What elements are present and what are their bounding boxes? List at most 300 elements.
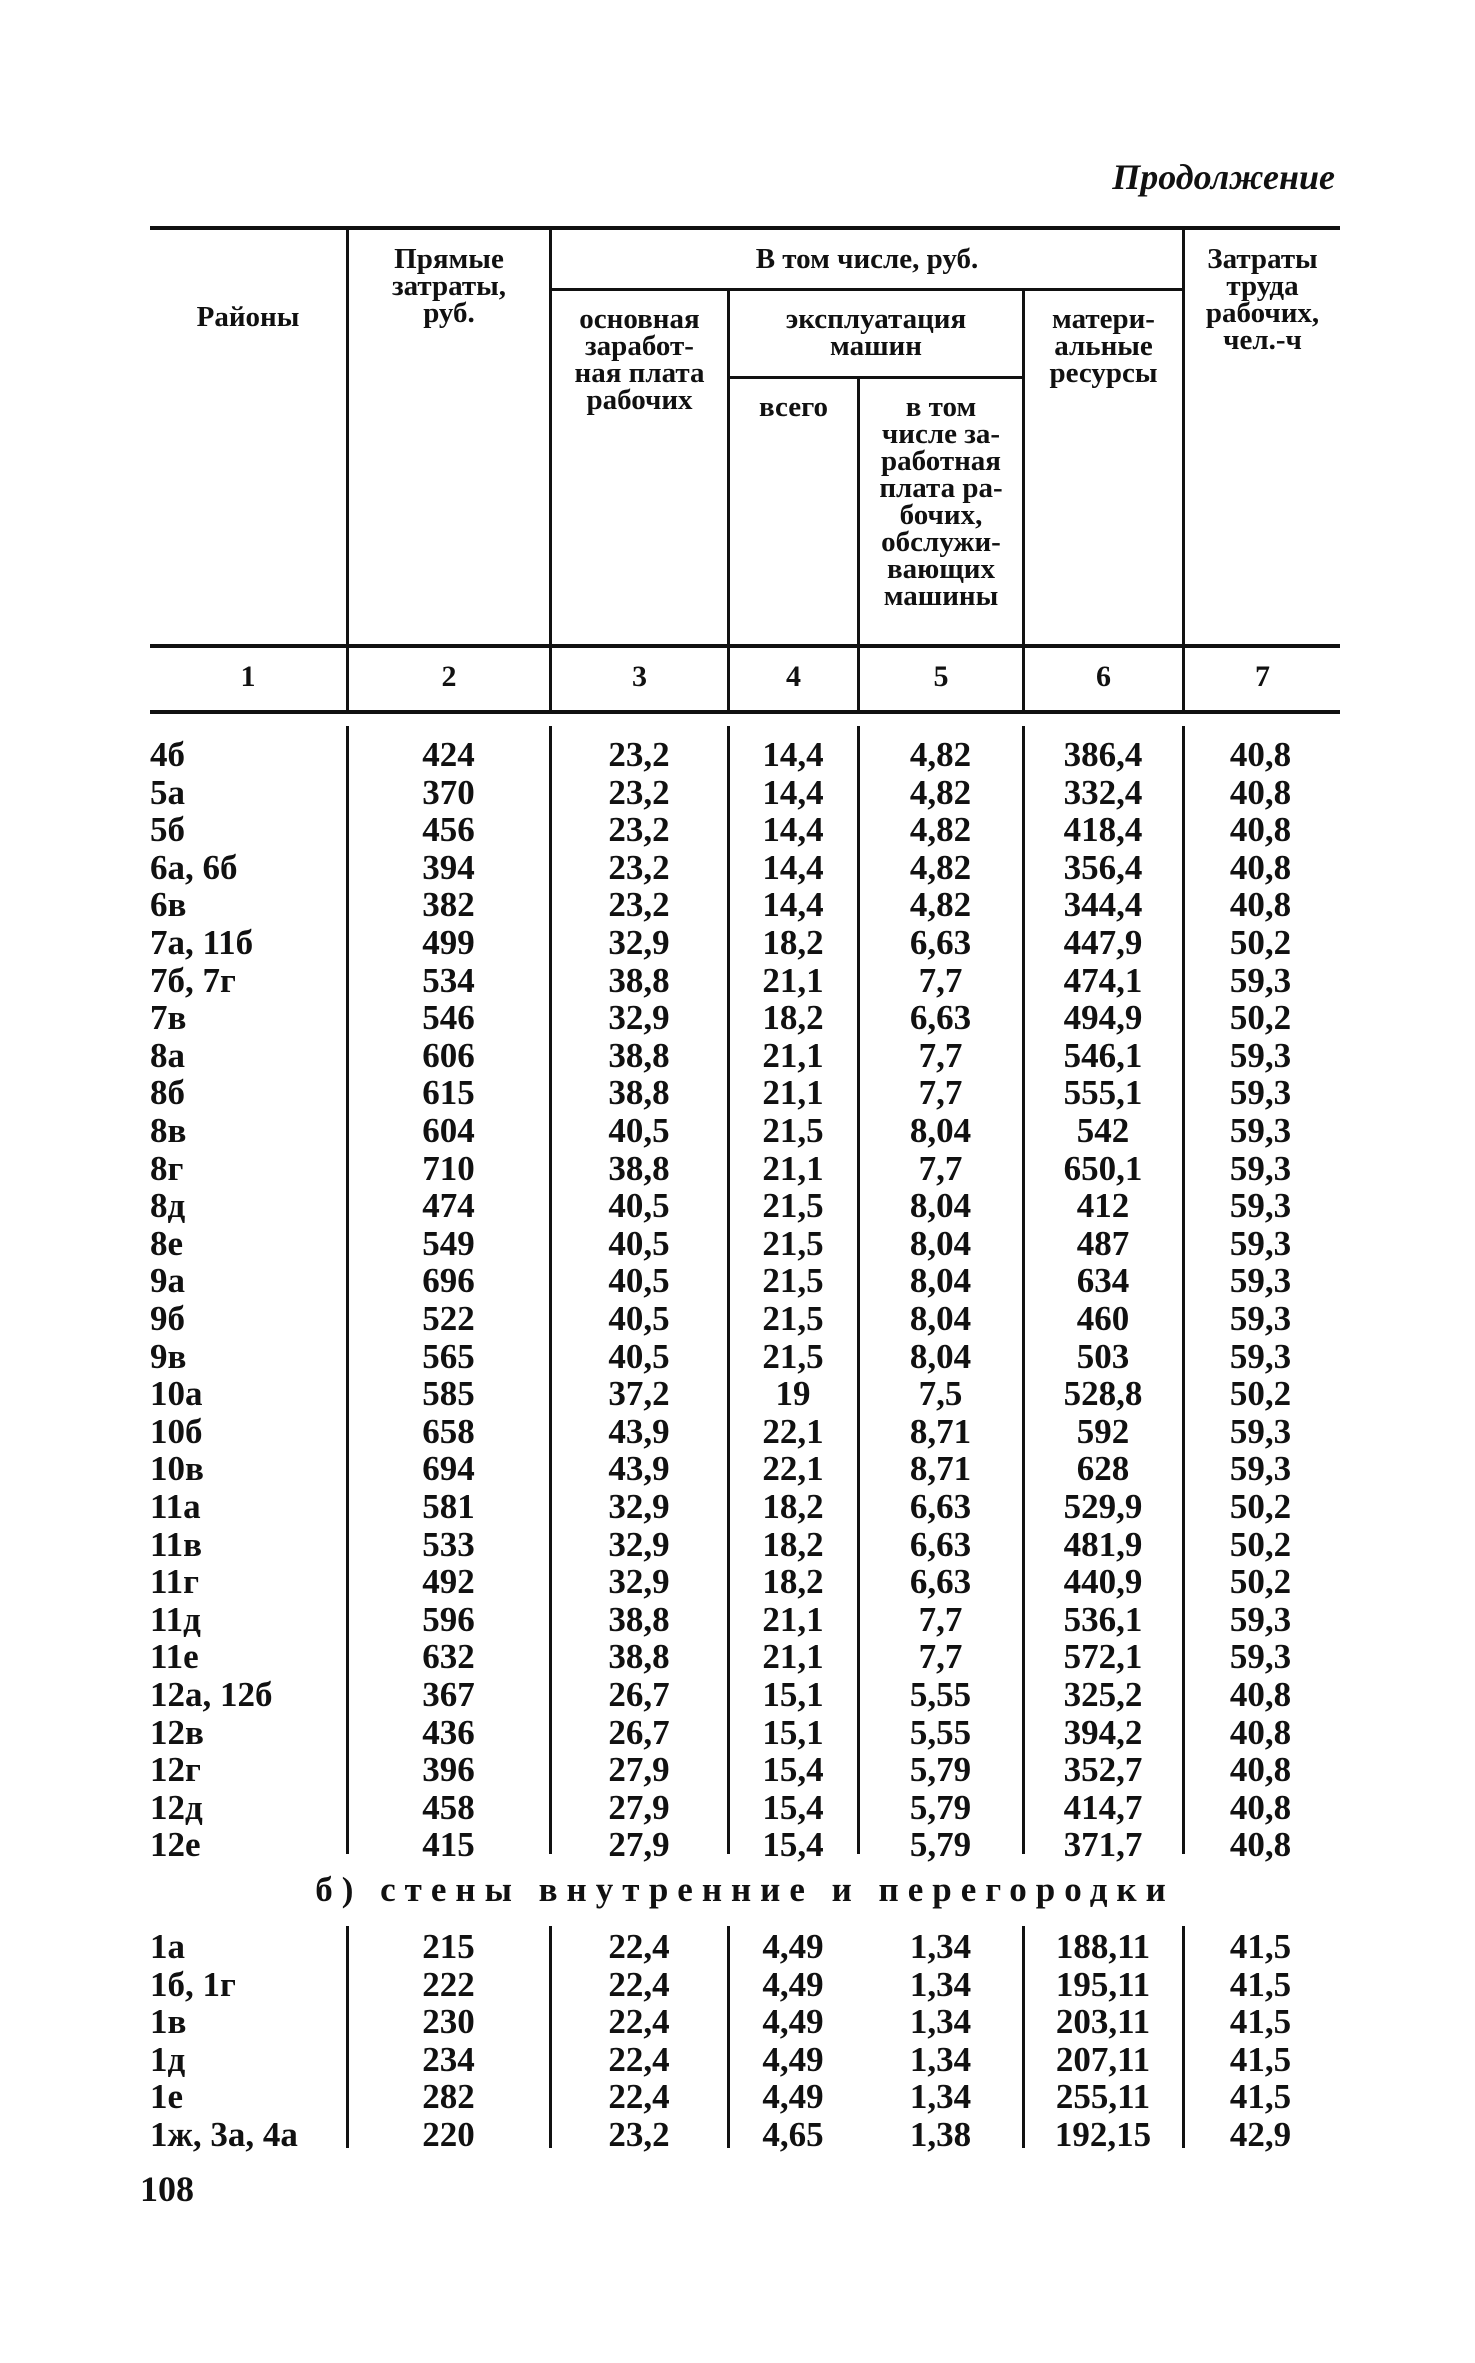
column-number-6: 6 bbox=[1096, 660, 1111, 693]
table-cell-col6: 192,15 bbox=[1054, 2115, 1152, 2154]
table-cell-col7: 59,3 bbox=[1229, 1111, 1292, 1150]
table-cell-col6: 634 bbox=[1076, 1261, 1130, 1301]
table-cell-col5: 6,63 bbox=[909, 923, 972, 962]
table-cell-col6: 650,1 bbox=[1063, 1148, 1143, 1188]
table-cell-col7: 59,3 bbox=[1229, 1261, 1292, 1301]
table-row bbox=[0, 1225, 1475, 1263]
table-a-body bbox=[0, 726, 1475, 1866]
table-cell-col1: 12е bbox=[150, 1825, 201, 1865]
table-cell-col7: 40,8 bbox=[1229, 1712, 1292, 1752]
table-row bbox=[0, 2041, 1475, 2079]
table-cell-col6: 628 bbox=[1076, 1449, 1130, 1489]
table-row bbox=[0, 1789, 1475, 1827]
table-cell-col3: 38,8 bbox=[608, 960, 670, 1000]
table-cell-col5: 8,04 bbox=[909, 1186, 972, 1226]
table-cell-col6: 528,8 bbox=[1063, 1374, 1143, 1414]
table-cell-col5: 1,38 bbox=[909, 2115, 972, 2154]
table-cell-col2: 394 bbox=[422, 847, 475, 887]
column-number-7: 7 bbox=[1255, 660, 1270, 693]
table-cell-col1: 12д bbox=[150, 1787, 203, 1827]
table-cell-col6: 394,2 bbox=[1063, 1712, 1143, 1752]
table-cell-col2: 492 bbox=[422, 1562, 475, 1602]
table-cell-col3: 43,9 bbox=[608, 1449, 670, 1489]
table-row bbox=[0, 1112, 1475, 1150]
table-cell-col5: 4,82 bbox=[909, 735, 972, 774]
table-cell-col6: 546,1 bbox=[1063, 1035, 1143, 1075]
table-cell-col1: 8б bbox=[150, 1073, 185, 1113]
table-cell-col4: 22,1 bbox=[762, 1449, 824, 1489]
table-row bbox=[0, 849, 1475, 887]
table-cell-col1: 8д bbox=[150, 1186, 186, 1226]
subsection-title: б) стены внутренние и перегородки bbox=[315, 1870, 1175, 1909]
table-cell-col2: 710 bbox=[422, 1148, 475, 1188]
table-cell-col4: 15,4 bbox=[762, 1825, 824, 1865]
table-cell-col4: 21,5 bbox=[762, 1299, 824, 1338]
table-row bbox=[0, 774, 1475, 812]
table-cell-col5: 5,79 bbox=[909, 1825, 972, 1865]
table-cell-col3: 40,5 bbox=[608, 1186, 670, 1226]
table-row bbox=[0, 2003, 1475, 2041]
table-cell-col7: 59,3 bbox=[1229, 1637, 1292, 1677]
table-cell-col7: 41,5 bbox=[1229, 1927, 1292, 1966]
table-cell-col5: 8,04 bbox=[909, 1261, 972, 1301]
table-row bbox=[0, 1676, 1475, 1714]
column-number-2: 2 bbox=[441, 660, 457, 693]
table-cell-col1: 6а, 6б bbox=[150, 847, 238, 887]
table-cell-col7: 40,8 bbox=[1229, 1750, 1292, 1790]
table-cell-col5: 8,04 bbox=[909, 1336, 972, 1376]
table-cell-col2: 222 bbox=[422, 1964, 475, 2004]
table-b-body bbox=[0, 1920, 1475, 2160]
table-row bbox=[0, 1413, 1475, 1451]
table-cell-col4: 21,1 bbox=[762, 1073, 824, 1113]
table-cell-col7: 59,3 bbox=[1229, 1336, 1292, 1376]
table-cell-col2: 282 bbox=[422, 2077, 475, 2117]
table-cell-col3: 38,8 bbox=[608, 1637, 670, 1677]
table-cell-col5: 6,63 bbox=[909, 1487, 972, 1526]
table-cell-col2: 456 bbox=[422, 810, 475, 850]
header-col1: Районы bbox=[196, 301, 300, 333]
header-subgroup: эксплуатация машин bbox=[785, 303, 967, 362]
table-cell-col6: 255,11 bbox=[1055, 2077, 1151, 2117]
header-col6: матери- альные ресурсы bbox=[1049, 303, 1158, 389]
table-cell-col4: 4,49 bbox=[762, 2077, 824, 2117]
table-cell-col5: 6,63 bbox=[909, 1524, 972, 1564]
table-cell-col4: 18,2 bbox=[762, 998, 824, 1038]
table-cell-col5: 8,71 bbox=[909, 1411, 972, 1451]
table-cell-col1: 6в bbox=[150, 885, 187, 925]
table-cell-col5: 5,79 bbox=[909, 1787, 972, 1827]
table-cell-col4: 4,65 bbox=[762, 2115, 824, 2154]
table-cell-col4: 4,49 bbox=[762, 2039, 824, 2079]
table-row bbox=[0, 1300, 1475, 1338]
table-cell-col3: 23,2 bbox=[608, 2115, 670, 2154]
table-cell-col4: 14,4 bbox=[762, 847, 824, 887]
table-cell-col7: 59,3 bbox=[1229, 1073, 1292, 1113]
table-row bbox=[0, 1338, 1475, 1376]
table-row bbox=[0, 811, 1475, 849]
table-cell-col6: 418,4 bbox=[1063, 810, 1143, 850]
table-cell-col7: 40,8 bbox=[1229, 810, 1292, 850]
table-cell-col1: 9а bbox=[150, 1261, 185, 1301]
table-cell-col7: 41,5 bbox=[1229, 1964, 1292, 2004]
table-cell-col6: 386,4 bbox=[1063, 735, 1143, 774]
table-row bbox=[0, 2116, 1475, 2154]
table-cell-col3: 23,2 bbox=[608, 772, 670, 812]
table-cell-col3: 22,4 bbox=[608, 1927, 670, 1966]
header-group: В том числе, руб. bbox=[755, 243, 979, 275]
table-cell-col5: 1,34 bbox=[909, 2077, 972, 2117]
table-cell-col7: 50,2 bbox=[1229, 1524, 1292, 1564]
table-row bbox=[0, 1928, 1475, 1966]
header-col7: Затраты труда рабочих, чел.-ч bbox=[1205, 243, 1320, 356]
table-cell-col3: 32,9 bbox=[608, 1524, 670, 1564]
table-cell-col5: 1,34 bbox=[909, 2002, 972, 2042]
page-number: 108 bbox=[140, 2169, 194, 2209]
table-row bbox=[0, 1262, 1475, 1300]
table-cell-col2: 499 bbox=[422, 923, 475, 962]
table-cell-col2: 534 bbox=[422, 960, 475, 1000]
table-cell-col7: 41,5 bbox=[1229, 2002, 1292, 2042]
column-number-5: 5 bbox=[933, 660, 949, 693]
header-vline-2 bbox=[549, 226, 552, 714]
table-cell-col5: 1,34 bbox=[909, 2039, 972, 2079]
table-cell-col3: 27,9 bbox=[608, 1750, 670, 1790]
table-cell-col1: 8а bbox=[150, 1035, 185, 1075]
table-cell-col1: 1в bbox=[150, 2002, 187, 2042]
table-cell-col3: 26,7 bbox=[608, 1712, 670, 1752]
column-number-3: 3 bbox=[632, 660, 647, 693]
table-cell-col5: 8,04 bbox=[909, 1111, 972, 1150]
table-cell-col7: 42,9 bbox=[1229, 2115, 1292, 2154]
table-cell-col1: 4б bbox=[150, 735, 185, 774]
table-cell-col5: 5,79 bbox=[909, 1750, 972, 1790]
table-cell-col2: 658 bbox=[422, 1411, 475, 1451]
table-cell-col7: 59,3 bbox=[1229, 1411, 1292, 1451]
table-cell-col7: 59,3 bbox=[1229, 1035, 1292, 1075]
table-row bbox=[0, 1375, 1475, 1413]
table-cell-col5: 4,82 bbox=[909, 847, 972, 887]
table-cell-col5: 7,7 bbox=[918, 1148, 963, 1188]
table-cell-col3: 32,9 bbox=[608, 1562, 670, 1602]
table-cell-col4: 14,4 bbox=[762, 772, 824, 812]
table-cell-col1: 1б, 1г bbox=[150, 1964, 236, 2004]
table-cell-col1: 7б, 7г bbox=[150, 960, 236, 1000]
table-cell-col3: 32,9 bbox=[608, 998, 670, 1038]
header-col2: Прямые затраты, руб. bbox=[391, 243, 507, 329]
table-cell-col7: 40,8 bbox=[1229, 1825, 1292, 1865]
table-cell-col3: 23,2 bbox=[608, 885, 670, 925]
table-cell-col4: 22,1 bbox=[762, 1411, 824, 1451]
table-cell-col3: 32,9 bbox=[608, 923, 670, 962]
table-cell-col2: 615 bbox=[422, 1073, 475, 1113]
table-row bbox=[0, 1187, 1475, 1225]
table-row bbox=[0, 1966, 1475, 2004]
table-cell-col4: 21,5 bbox=[762, 1223, 824, 1263]
table-cell-col3: 23,2 bbox=[608, 847, 670, 887]
table-cell-col3: 38,8 bbox=[608, 1073, 670, 1113]
table-cell-col7: 59,3 bbox=[1229, 960, 1292, 1000]
table-cell-col7: 59,3 bbox=[1229, 1223, 1292, 1263]
table-cell-col1: 11е bbox=[150, 1637, 199, 1677]
table-cell-col6: 414,7 bbox=[1063, 1787, 1143, 1827]
table-cell-col7: 50,2 bbox=[1229, 923, 1292, 962]
table-cell-col7: 50,2 bbox=[1229, 1562, 1292, 1602]
table-cell-col1: 9в bbox=[150, 1336, 187, 1376]
table-cell-col3: 40,5 bbox=[608, 1261, 670, 1301]
table-cell-col1: 11г bbox=[150, 1562, 199, 1602]
table-cell-col5: 7,7 bbox=[918, 960, 963, 1000]
table-row bbox=[0, 962, 1475, 1000]
table-cell-col3: 32,9 bbox=[608, 1487, 670, 1526]
table-cell-col6: 332,4 bbox=[1063, 772, 1143, 812]
table-cell-col4: 21,1 bbox=[762, 1148, 824, 1188]
table-cell-col2: 370 bbox=[422, 772, 475, 812]
table-cell-col5: 5,55 bbox=[909, 1712, 972, 1752]
table-cell-col1: 12в bbox=[150, 1712, 204, 1752]
table-cell-col6: 207,11 bbox=[1055, 2039, 1151, 2079]
table-cell-col6: 494,9 bbox=[1063, 998, 1143, 1038]
table-cell-col5: 7,7 bbox=[918, 1035, 963, 1075]
table-cell-col3: 27,9 bbox=[608, 1825, 670, 1865]
table-cell-col7: 59,3 bbox=[1229, 1299, 1292, 1338]
table-cell-col1: 8г bbox=[150, 1148, 184, 1188]
table-cell-col4: 4,49 bbox=[762, 1964, 824, 2004]
table-cell-col1: 11в bbox=[150, 1524, 202, 1564]
table-cell-col4: 4,49 bbox=[762, 2002, 824, 2042]
table-cell-col1: 10а bbox=[150, 1374, 203, 1414]
table-cell-col1: 12г bbox=[150, 1750, 201, 1790]
table-cell-col3: 38,8 bbox=[608, 1148, 670, 1188]
table-header bbox=[0, 0, 1475, 730]
table-row bbox=[0, 924, 1475, 962]
table-cell-col1: 7в bbox=[150, 998, 187, 1038]
table-cell-col2: 604 bbox=[422, 1111, 475, 1150]
table-cell-col4: 21,1 bbox=[762, 1599, 824, 1639]
table-cell-col6: 203,11 bbox=[1055, 2002, 1151, 2042]
table-cell-col2: 533 bbox=[422, 1524, 475, 1564]
table-cell-col2: 565 bbox=[422, 1336, 475, 1376]
table-cell-col4: 21,5 bbox=[762, 1111, 824, 1150]
table-cell-col4: 15,4 bbox=[762, 1787, 824, 1827]
table-cell-col5: 4,82 bbox=[909, 885, 972, 925]
table-cell-col6: 503 bbox=[1076, 1336, 1130, 1376]
table-cell-col3: 40,5 bbox=[608, 1299, 670, 1338]
table-cell-col7: 41,5 bbox=[1229, 2077, 1292, 2117]
table-cell-col3: 40,5 bbox=[608, 1223, 670, 1263]
table-cell-col2: 220 bbox=[422, 2115, 475, 2154]
table-cell-col4: 18,2 bbox=[762, 1524, 824, 1564]
table-cell-col7: 40,8 bbox=[1229, 885, 1292, 925]
table-cell-col6: 412 bbox=[1076, 1186, 1130, 1226]
table-cell-col7: 50,2 bbox=[1229, 998, 1292, 1038]
table-cell-col1: 11д bbox=[150, 1599, 201, 1639]
table-cell-col7: 40,8 bbox=[1229, 847, 1292, 887]
table-cell-col6: 474,1 bbox=[1063, 960, 1143, 1000]
table-cell-col4: 18,2 bbox=[762, 1562, 824, 1602]
table-cell-col3: 23,2 bbox=[608, 735, 670, 774]
table-cell-col4: 21,5 bbox=[762, 1336, 824, 1376]
table-cell-col5: 4,82 bbox=[909, 810, 972, 850]
table-row bbox=[0, 1826, 1475, 1864]
table-cell-col1: 10б bbox=[150, 1411, 203, 1451]
table-cell-col4: 21,1 bbox=[762, 1035, 824, 1075]
table-row bbox=[0, 1563, 1475, 1601]
header-col5: в том числе за- работная плата ра- бочих, обслужи- вающих машины bbox=[879, 391, 1003, 612]
table-cell-col5: 7,7 bbox=[918, 1637, 963, 1677]
table-cell-col5: 1,34 bbox=[909, 1927, 972, 1966]
table-cell-col7: 59,3 bbox=[1229, 1449, 1292, 1489]
table-cell-col4: 21,1 bbox=[762, 960, 824, 1000]
rule-subgroup bbox=[728, 376, 1023, 379]
table-cell-col4: 21,5 bbox=[762, 1261, 824, 1301]
table-cell-col2: 436 bbox=[422, 1712, 475, 1752]
table-cell-col2: 474 bbox=[422, 1186, 475, 1226]
table-cell-col2: 215 bbox=[422, 1927, 475, 1966]
table-cell-col4: 19 bbox=[775, 1374, 811, 1414]
table-cell-col3: 22,4 bbox=[608, 2077, 670, 2117]
table-cell-col2: 367 bbox=[422, 1675, 475, 1714]
table-cell-col1: 5а bbox=[150, 772, 185, 812]
table-cell-col6: 371,7 bbox=[1063, 1825, 1143, 1865]
header-col4: всего bbox=[758, 391, 829, 423]
table-cell-col3: 38,8 bbox=[608, 1035, 670, 1075]
table-cell-col7: 40,8 bbox=[1229, 1675, 1292, 1714]
table-cell-col2: 632 bbox=[422, 1637, 475, 1677]
table-cell-col3: 22,4 bbox=[608, 2039, 670, 2079]
table-cell-col3: 23,2 bbox=[608, 810, 670, 850]
table-cell-col4: 18,2 bbox=[762, 923, 824, 962]
table-cell-col2: 382 bbox=[422, 885, 475, 925]
table-cell-col3: 22,4 bbox=[608, 1964, 670, 2004]
table-cell-col6: 487 bbox=[1076, 1223, 1130, 1263]
table-cell-col6: 572,1 bbox=[1063, 1637, 1143, 1677]
table-cell-col3: 27,9 bbox=[608, 1787, 670, 1827]
continuation-label: Продолжение bbox=[1112, 157, 1335, 197]
table-cell-col5: 8,71 bbox=[909, 1449, 972, 1489]
table-cell-col5: 6,63 bbox=[909, 1562, 972, 1602]
table-cell-col6: 460 bbox=[1076, 1299, 1130, 1338]
table-cell-col1: 5б bbox=[150, 810, 185, 850]
table-cell-col6: 195,11 bbox=[1055, 1964, 1151, 2004]
rule-group bbox=[550, 288, 1183, 291]
table-cell-col3: 38,8 bbox=[608, 1599, 670, 1639]
table-cell-col1: 8в bbox=[150, 1111, 187, 1150]
table-cell-col4: 4,49 bbox=[762, 1927, 824, 1966]
table-row bbox=[0, 736, 1475, 774]
table-cell-col6: 325,2 bbox=[1063, 1675, 1143, 1714]
table-cell-col4: 14,4 bbox=[762, 885, 824, 925]
table-cell-col5: 7,7 bbox=[918, 1599, 963, 1639]
table-cell-col6: 352,7 bbox=[1063, 1750, 1143, 1790]
table-cell-col6: 440,9 bbox=[1063, 1562, 1143, 1602]
table-cell-col3: 40,5 bbox=[608, 1336, 670, 1376]
table-cell-col1: 1е bbox=[150, 2077, 184, 2117]
table-cell-col5: 8,04 bbox=[909, 1223, 972, 1263]
table-cell-col1: 1а bbox=[150, 1927, 185, 1966]
table-cell-col1: 8е bbox=[150, 1223, 184, 1263]
rule-top bbox=[150, 226, 1340, 230]
table-cell-col4: 18,2 bbox=[762, 1487, 824, 1526]
table-row bbox=[0, 1074, 1475, 1112]
table-cell-col6: 555,1 bbox=[1063, 1073, 1143, 1113]
table-cell-col6: 592 bbox=[1076, 1411, 1130, 1451]
table-cell-col2: 549 bbox=[422, 1223, 475, 1263]
table-cell-col2: 606 bbox=[422, 1035, 475, 1075]
table-row bbox=[0, 1714, 1475, 1752]
table-cell-col5: 6,63 bbox=[909, 998, 972, 1038]
header-col3: основная заработ- ная плата рабочих bbox=[574, 303, 705, 416]
table-row bbox=[0, 1601, 1475, 1639]
table-row bbox=[0, 1037, 1475, 1075]
table-cell-col1: 10в bbox=[150, 1449, 204, 1489]
table-row bbox=[0, 2078, 1475, 2116]
table-cell-col2: 396 bbox=[422, 1750, 475, 1790]
table-cell-col7: 50,2 bbox=[1229, 1487, 1292, 1526]
table-cell-col7: 40,8 bbox=[1229, 772, 1292, 812]
table-cell-col4: 14,4 bbox=[762, 735, 824, 774]
table-cell-col7: 41,5 bbox=[1229, 2039, 1292, 2079]
table-cell-col4: 14,4 bbox=[762, 810, 824, 850]
table-cell-col1: 11а bbox=[150, 1487, 201, 1526]
rule-numbers-bottom bbox=[150, 710, 1340, 714]
table-cell-col6: 481,9 bbox=[1063, 1524, 1143, 1564]
table-cell-col4: 15,1 bbox=[762, 1675, 824, 1714]
table-cell-col5: 7,5 bbox=[918, 1374, 963, 1414]
table-cell-col2: 694 bbox=[422, 1449, 475, 1489]
table-cell-col2: 230 bbox=[422, 2002, 475, 2042]
table-row bbox=[0, 999, 1475, 1037]
table-cell-col2: 596 bbox=[422, 1599, 475, 1639]
column-number-4: 4 bbox=[786, 660, 801, 693]
table-cell-col6: 536,1 bbox=[1063, 1599, 1143, 1639]
table-cell-col2: 546 bbox=[422, 998, 475, 1038]
table-row bbox=[0, 1751, 1475, 1789]
table-cell-col4: 15,1 bbox=[762, 1712, 824, 1752]
rule-header-bottom bbox=[150, 644, 1340, 648]
table-cell-col7: 40,8 bbox=[1229, 735, 1292, 774]
table-cell-col5: 4,82 bbox=[909, 772, 972, 812]
table-cell-col6: 447,9 bbox=[1063, 923, 1143, 962]
table-cell-col3: 26,7 bbox=[608, 1675, 670, 1714]
table-cell-col6: 542 bbox=[1076, 1111, 1130, 1150]
table-cell-col6: 529,9 bbox=[1063, 1487, 1143, 1526]
table-cell-col4: 21,1 bbox=[762, 1637, 824, 1677]
table-row bbox=[0, 1150, 1475, 1188]
table-cell-col6: 188,11 bbox=[1055, 1927, 1151, 1966]
table-cell-col7: 50,2 bbox=[1229, 1374, 1292, 1414]
table-row bbox=[0, 1450, 1475, 1488]
table-cell-col2: 424 bbox=[422, 735, 475, 774]
table-row bbox=[0, 1526, 1475, 1564]
table-cell-col3: 43,9 bbox=[608, 1411, 670, 1451]
table-cell-col3: 40,5 bbox=[608, 1111, 670, 1150]
table-cell-col1: 9б bbox=[150, 1299, 185, 1338]
table-cell-col5: 8,04 bbox=[909, 1299, 972, 1338]
table-row bbox=[0, 886, 1475, 924]
table-cell-col2: 458 bbox=[422, 1787, 475, 1827]
table-cell-col7: 59,3 bbox=[1229, 1148, 1292, 1188]
table-cell-col1: 1д bbox=[150, 2039, 186, 2079]
table-cell-col3: 22,4 bbox=[608, 2002, 670, 2042]
table-cell-col1: 1ж, 3а, 4а bbox=[150, 2115, 298, 2154]
table-cell-col2: 585 bbox=[422, 1374, 475, 1414]
table-cell-col6: 356,4 bbox=[1063, 847, 1143, 887]
table-cell-col2: 522 bbox=[422, 1299, 475, 1338]
table-cell-col2: 581 bbox=[422, 1487, 475, 1526]
table-cell-col5: 7,7 bbox=[918, 1073, 963, 1113]
table-cell-col5: 1,34 bbox=[909, 1964, 972, 2004]
